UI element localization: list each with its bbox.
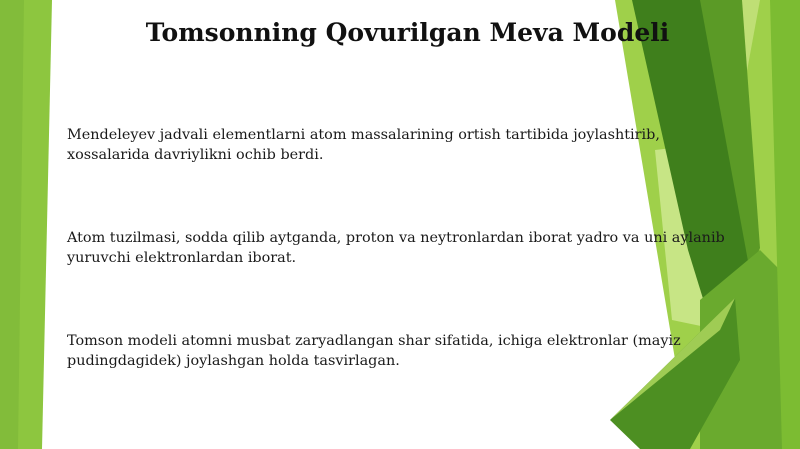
- slide-title: Tomsonning Qovurilgan Meva Modeli: [145, 18, 670, 47]
- paragraph-thomson-model: Tomson modeli atomni musbat zaryadlangan shar sifatida, ichiga elektronlar (mayiz pudingdagidek) joylashgan holda tasvirlagan.: [67, 333, 681, 369]
- paragraph-atom-structure: Atom tuzilmasi, sodda qilib aytganda, proton va neytronlardan iborat yadro va uni aylanib yuruvchi elektronlardan iborat.: [67, 230, 725, 266]
- paragraph-periodic-table: Mendeleyev jadvali elementlarni atom massalarining ortish tartibida joylashtirib, xossalarida davriylikni ochib berdi.: [67, 127, 660, 163]
